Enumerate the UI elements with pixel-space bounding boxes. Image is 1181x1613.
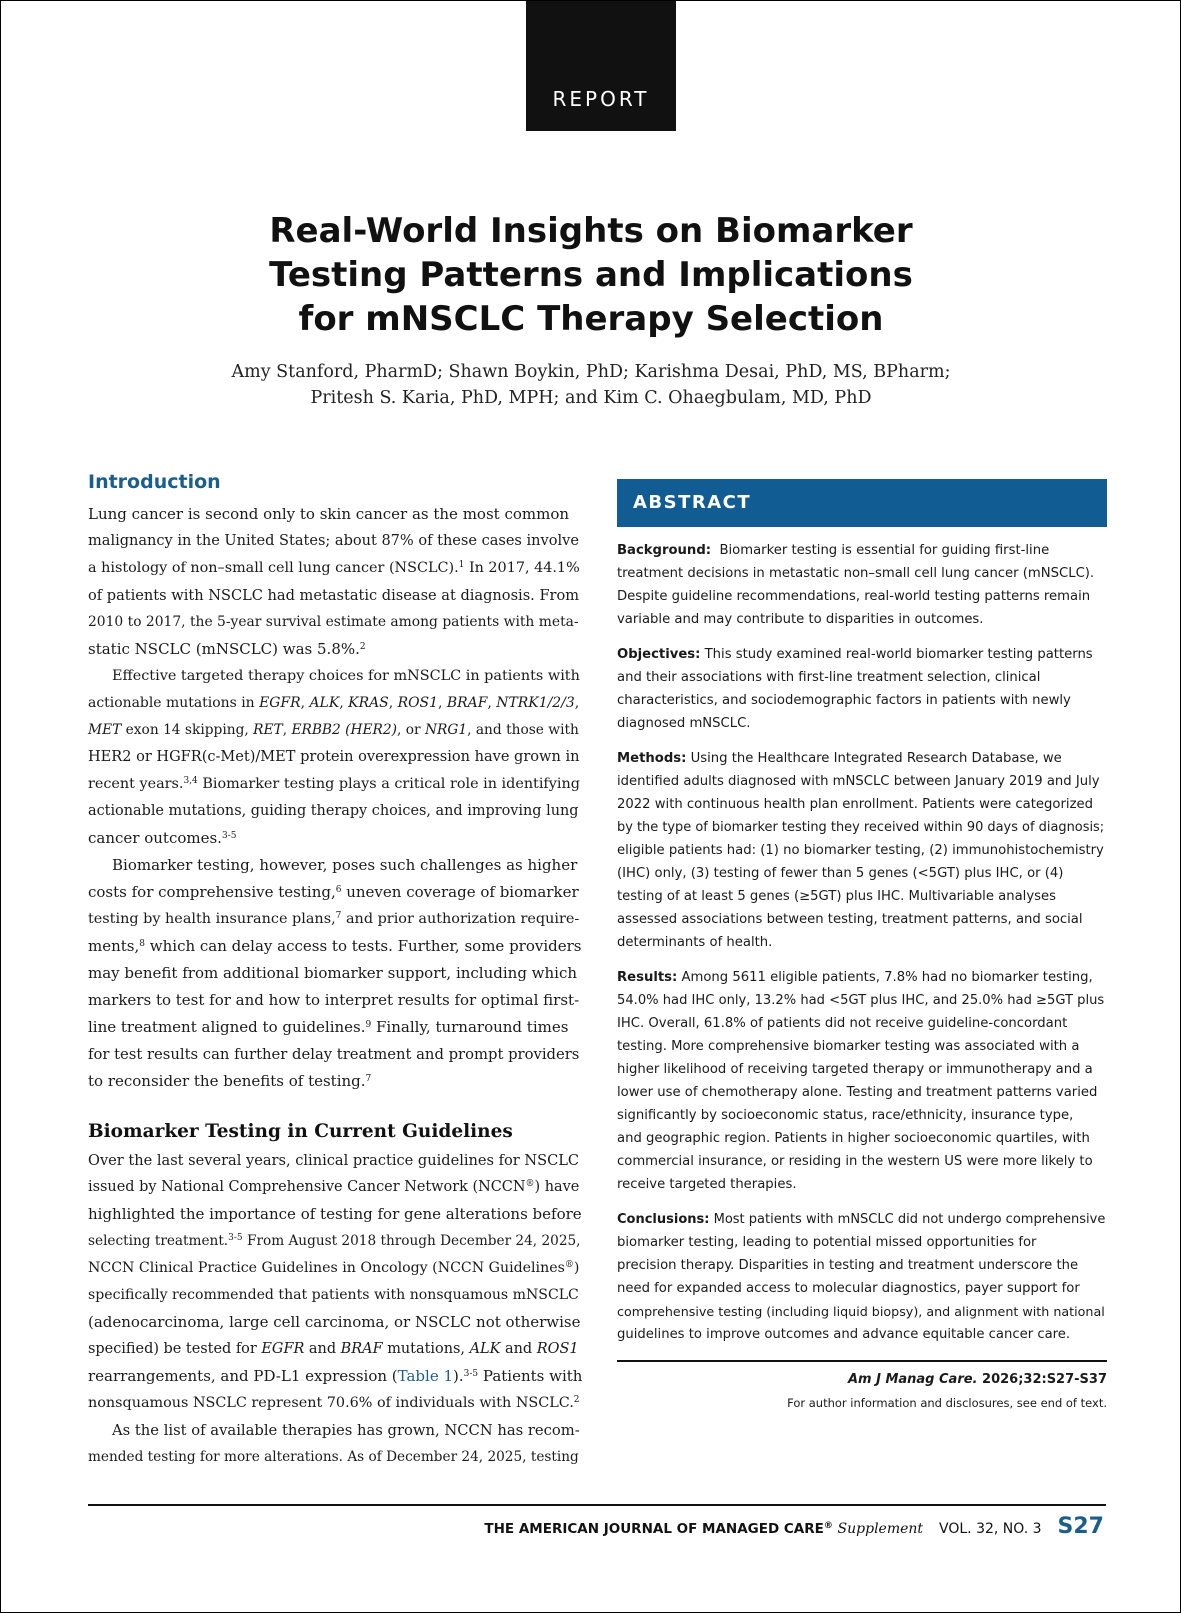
journal-name bbox=[484, 1521, 923, 1537]
volume-number: VOL. 32, NO. 3 bbox=[939, 1521, 1042, 1537]
text-line: Despite guideline recommendations, real-world testing patterns remain bbox=[617, 589, 1091, 604]
abstract-heading: ABSTRACT bbox=[617, 479, 1107, 527]
text-line: receive targeted therapies. bbox=[617, 1177, 797, 1192]
text-line bbox=[617, 966, 1107, 989]
text-run: , or bbox=[397, 722, 425, 738]
text-line bbox=[88, 1363, 582, 1390]
text-line: for test results can further delay treatment and prompt providers bbox=[88, 1046, 580, 1063]
text-line bbox=[88, 906, 582, 933]
text-line: and geographic region. Patients in higher socioeconomic quartiles, with bbox=[617, 1131, 1090, 1146]
gene-name: NRG1 bbox=[424, 722, 468, 738]
gene-name: EGFR bbox=[261, 1341, 305, 1357]
text-line: specifically recommended that patients with nonsquamous mNSCLC bbox=[88, 1287, 579, 1303]
text-line: malignancy in the United States; about 87% of these cases involve bbox=[88, 533, 579, 549]
text-line: testing of at least 5 genes (≥5GT) plus IHC. Multivariable analyses bbox=[617, 889, 1056, 904]
text-run: actionable mutations in bbox=[88, 695, 260, 711]
text-run: ) have bbox=[534, 1179, 580, 1195]
author-line: Pritesh S. Karia, PhD, MPH; and Kim C. Ohaegbulam, MD, PhD bbox=[310, 388, 872, 408]
text-line bbox=[617, 539, 1107, 562]
citation-superscript: 3-5 bbox=[463, 1369, 479, 1379]
gene-name: KRAS bbox=[348, 695, 389, 711]
text-run: rearrangements, and PD-L1 expression ( bbox=[88, 1367, 398, 1385]
intro-paragraph-3 bbox=[88, 852, 582, 1095]
text-line: As the list of available therapies has grown, NCCN has recom- bbox=[112, 1422, 580, 1439]
text-line: of patients with NSCLC had metastatic disease at diagnosis. From bbox=[88, 587, 580, 604]
gene-name: ERBB2 (HER2) bbox=[291, 722, 398, 738]
text-line bbox=[617, 1208, 1107, 1231]
article-title bbox=[151, 209, 1031, 341]
text-line: markers to test for and how to interpret results for optimal first- bbox=[88, 991, 580, 1009]
text-line: higher likelihood of receiving targeted therapy or immunotherapy and a bbox=[617, 1062, 1093, 1077]
text-line bbox=[88, 717, 582, 744]
text-line: characteristics, and sociodemographic factors in patients with newly bbox=[617, 693, 1071, 708]
abstract-objectives bbox=[617, 643, 1107, 735]
citation-superscript: 7 bbox=[365, 1074, 372, 1084]
supplement-label: Supplement bbox=[837, 1521, 924, 1537]
text-run: , and those with bbox=[467, 722, 579, 738]
text-line: commercial insurance, or residing in the western US were more likely to bbox=[617, 1154, 1093, 1169]
text-line bbox=[88, 825, 582, 852]
citation-superscript: 2 bbox=[359, 642, 366, 652]
text-run: line treatment aligned to guidelines. bbox=[88, 1018, 366, 1036]
text-line bbox=[617, 747, 1107, 770]
text-line bbox=[88, 555, 582, 582]
citation-superscript: 1 bbox=[458, 560, 465, 570]
text-run: and bbox=[500, 1341, 537, 1357]
text-run: testing by health insurance plans, bbox=[88, 911, 336, 927]
text-run: Finally, turnaround times bbox=[371, 1018, 569, 1036]
text-run: , bbox=[487, 695, 497, 711]
text-line: 2010 to 2017, the 5-year survival estimate among patients with meta- bbox=[88, 614, 579, 630]
section-label: REPORT bbox=[552, 87, 650, 111]
text-run: , bbox=[437, 695, 447, 711]
text-run: In 2017, 44.1% bbox=[464, 560, 580, 576]
text-line bbox=[88, 1068, 582, 1095]
text-run: , bbox=[388, 695, 398, 711]
text-line: eligible patients had: (1) no biomarker testing, (2) immunohistochemistry bbox=[617, 843, 1104, 858]
text-line: (IHC) only, (3) testing of fewer than 5 genes (<5GT) plus IHC, or (4) bbox=[617, 866, 1064, 881]
text-line: IHC. Overall, 61.8% of patients did not receive guideline-concordant bbox=[617, 1016, 1068, 1031]
text-line bbox=[88, 1336, 582, 1363]
text-run: Among 5611 eligible patients, 7.8% had no biomarker testing, bbox=[681, 970, 1093, 985]
text-run: , bbox=[300, 695, 310, 711]
text-run: and prior authorization require- bbox=[341, 911, 580, 927]
section-tab bbox=[526, 1, 676, 131]
text-line: identified adults diagnosed with mNSCLC between January 2019 and July bbox=[617, 774, 1100, 789]
text-line bbox=[617, 643, 1107, 666]
abstract-box bbox=[617, 479, 1107, 1412]
text-line: highlighted the importance of testing for gene alterations before bbox=[88, 1205, 582, 1223]
text-line bbox=[88, 636, 582, 663]
gene-name: ROS1 bbox=[397, 695, 438, 711]
author-list bbox=[151, 359, 1031, 411]
abstract-label: Background: bbox=[617, 543, 712, 558]
gene-name: NTRK1/2/3 bbox=[496, 695, 575, 711]
disclosure-note: For author information and disclosures, see end of text. bbox=[787, 1396, 1107, 1410]
text-line: determinants of health. bbox=[617, 935, 773, 950]
text-run: ments, bbox=[88, 937, 140, 955]
text-line: mended testing for more alterations. As of December 24, 2025, testing bbox=[88, 1449, 579, 1465]
citation-superscript: 3-5 bbox=[228, 1233, 243, 1243]
journal-title: THE AMERICAN JOURNAL OF MANAGED CARE bbox=[484, 1521, 824, 1537]
text-line: 2022 with continuous health plan enrollment. Patients were categorized bbox=[617, 797, 1093, 812]
gene-name: BRAF bbox=[446, 695, 488, 711]
citation-superscript: 3-5 bbox=[221, 831, 237, 841]
text-line: guidelines to improve outcomes and advance equitable cancer care. bbox=[617, 1327, 1071, 1342]
gene-name: ALK bbox=[469, 1341, 501, 1357]
text-line: 54.0% had IHC only, 13.2% had <5GT plus IHC, and 25.0% had ≥5GT plus bbox=[617, 993, 1105, 1008]
text-run: cancer outcomes. bbox=[88, 829, 222, 847]
text-run: Patients with bbox=[478, 1367, 583, 1385]
gene-name: BRAF bbox=[340, 1341, 383, 1357]
text-line bbox=[88, 690, 582, 717]
text-run: exon 14 skipping, bbox=[121, 722, 254, 738]
abstract-results bbox=[617, 966, 1107, 1196]
citation-superscript: 6 bbox=[335, 885, 342, 895]
text-line: variable and may contribute to disparities in outcomes. bbox=[617, 612, 984, 627]
text-run: specified) be tested for bbox=[88, 1341, 262, 1357]
text-line: significantly by socioeconomic status, race/ethnicity, insurance type, bbox=[617, 1108, 1074, 1123]
citation-superscript: 3,4 bbox=[183, 776, 198, 786]
text-line bbox=[88, 1390, 582, 1417]
text-line: (adenocarcinoma, large cell carcinoma, or NSCLC not otherwise bbox=[88, 1313, 581, 1331]
text-line: assessed associations between testing, treatment patterns, and social bbox=[617, 912, 1083, 927]
footer-divider bbox=[88, 1504, 1106, 1506]
abstract-label: Objectives: bbox=[617, 647, 701, 662]
abstract-label: Methods: bbox=[617, 751, 687, 766]
text-run: Most patients with mNSCLC did not undergo comprehensive bbox=[713, 1212, 1106, 1227]
registered-mark: ® bbox=[564, 1260, 574, 1270]
abstract-divider bbox=[617, 1360, 1107, 1362]
text-run: , bbox=[574, 695, 580, 711]
text-run: mutations, bbox=[382, 1341, 470, 1357]
intro-paragraph-1 bbox=[88, 501, 582, 663]
text-line: Effective targeted therapy choices for mNSCLC in patients with bbox=[112, 668, 580, 684]
text-line: diagnosed mNSCLC. bbox=[617, 716, 751, 731]
text-line: testing. More comprehensive biomarker testing was associated with a bbox=[617, 1039, 1080, 1054]
text-run: static NSCLC (mNSCLC) was 5.8%. bbox=[88, 640, 360, 658]
text-line: Biomarker testing, however, poses such challenges as higher bbox=[112, 856, 578, 874]
text-run: Using the Healthcare Integrated Research Database, we bbox=[690, 751, 1062, 766]
gene-name: ROS1 bbox=[536, 1341, 579, 1357]
abstract-label: Results: bbox=[617, 970, 678, 985]
text-run: which can delay access to tests. Further, some providers bbox=[145, 937, 582, 955]
abstract-background bbox=[617, 539, 1107, 631]
table-1-link[interactable]: Table 1 bbox=[397, 1367, 454, 1385]
text-line: Lung cancer is second only to skin cancer as the most common bbox=[88, 505, 570, 523]
text-line: and their associations with first-line treatment selection, clinical bbox=[617, 670, 1041, 685]
text-line bbox=[88, 879, 582, 906]
text-line: actionable mutations, guiding therapy choices, and improving lung bbox=[88, 803, 579, 819]
text-run: selecting treatment. bbox=[88, 1233, 229, 1249]
text-run: This study examined real-world biomarker testing patterns bbox=[704, 647, 1093, 662]
text-line: HER2 or HGFR(c-Met)/MET protein overexpression have grown in bbox=[88, 749, 580, 765]
text-run: and bbox=[304, 1341, 341, 1357]
title-line: Testing Patterns and Implications bbox=[269, 255, 913, 295]
text-run: Biomarker testing is essential for guiding first-line bbox=[719, 543, 1050, 558]
text-line: comprehensive testing (including liquid biopsy), and alignment with national bbox=[617, 1304, 1105, 1319]
gene-name: EGFR bbox=[259, 695, 301, 711]
text-line: treatment decisions in metastatic non–small cell lung cancer (mNSCLC). bbox=[617, 566, 1095, 581]
introduction-heading: Introduction bbox=[88, 471, 221, 493]
guidelines-paragraph-2 bbox=[88, 1417, 582, 1471]
text-run: uneven coverage of biomarker bbox=[341, 883, 579, 901]
guidelines-paragraph-1 bbox=[88, 1147, 582, 1417]
text-line bbox=[88, 771, 582, 798]
registered-mark: ® bbox=[525, 1179, 535, 1189]
abstract-conclusions bbox=[617, 1208, 1107, 1346]
title-line: Real-World Insights on Biomarker bbox=[269, 211, 913, 251]
text-line bbox=[88, 1014, 582, 1041]
citation-superscript: 9 bbox=[365, 1020, 372, 1030]
title-line: for mNSCLC Therapy Selection bbox=[298, 299, 884, 339]
text-run: ). bbox=[453, 1367, 464, 1385]
citation-superscript: 7 bbox=[335, 911, 342, 921]
text-line: by the type of biomarker testing they received within 90 days of diagnosis; bbox=[617, 820, 1105, 835]
text-line: Over the last several years, clinical practice guidelines for NSCLC bbox=[88, 1152, 580, 1169]
text-run: a histology of non–small cell lung cancer (NSCLC). bbox=[88, 560, 459, 576]
text-run: , bbox=[339, 695, 349, 711]
text-line: may benefit from additional biomarker support, including which bbox=[88, 964, 578, 982]
gene-name: MET bbox=[88, 722, 122, 738]
text-run: costs for comprehensive testing, bbox=[88, 883, 336, 901]
citation-reference: 2026;32:S27-S37 bbox=[977, 1372, 1107, 1387]
page-footer bbox=[484, 1514, 1104, 1539]
text-line bbox=[88, 1255, 582, 1282]
text-line: need for expanded access to molecular diagnostics, payer support for bbox=[617, 1281, 1080, 1296]
text-run: ) bbox=[573, 1260, 580, 1276]
text-run: From August 2018 through December 24, 2025, bbox=[242, 1233, 581, 1249]
gene-name: RET bbox=[253, 722, 283, 738]
text-line: precision therapy. Disparities in testing and treatment underscore the bbox=[617, 1258, 1079, 1273]
intro-paragraph-2 bbox=[88, 663, 582, 852]
text-run: issued by National Comprehensive Cancer Network (NCCN bbox=[88, 1179, 526, 1195]
text-run: nonsquamous NSCLC represent 70.6% of individuals with NSCLC. bbox=[88, 1395, 574, 1411]
text-line bbox=[88, 1228, 582, 1255]
gene-name: ALK bbox=[309, 695, 340, 711]
text-line: biomarker testing, leading to potential missed opportunities for bbox=[617, 1235, 1037, 1250]
abstract-label: Conclusions: bbox=[617, 1212, 710, 1227]
registered-mark: ® bbox=[823, 1521, 833, 1531]
abstract-methods bbox=[617, 747, 1107, 954]
text-run: NCCN Clinical Practice Guidelines in Oncology (NCCN Guidelines bbox=[88, 1260, 565, 1276]
text-run: , bbox=[282, 722, 292, 738]
text-line bbox=[88, 1174, 582, 1201]
author-line: Amy Stanford, PharmD; Shawn Boykin, PhD; Karishma Desai, PhD, MS, BPharm; bbox=[231, 362, 951, 382]
citation-journal: Am J Manag Care. bbox=[847, 1372, 978, 1387]
text-run: Biomarker testing plays a critical role in identifying bbox=[197, 776, 580, 792]
body-column-left bbox=[88, 469, 582, 1471]
text-run: recent years. bbox=[88, 776, 184, 792]
text-run: to reconsider the benefits of testing. bbox=[88, 1072, 366, 1090]
text-line bbox=[88, 933, 582, 960]
page-number: S27 bbox=[1057, 1514, 1104, 1539]
guidelines-heading: Biomarker Testing in Current Guidelines bbox=[88, 1121, 513, 1142]
citation-superscript: 8 bbox=[139, 939, 145, 949]
citation bbox=[617, 1370, 1107, 1390]
text-line: lower use of chemotherapy alone. Testing and treatment patterns varied bbox=[617, 1085, 1098, 1100]
citation-superscript: 2 bbox=[573, 1395, 580, 1405]
